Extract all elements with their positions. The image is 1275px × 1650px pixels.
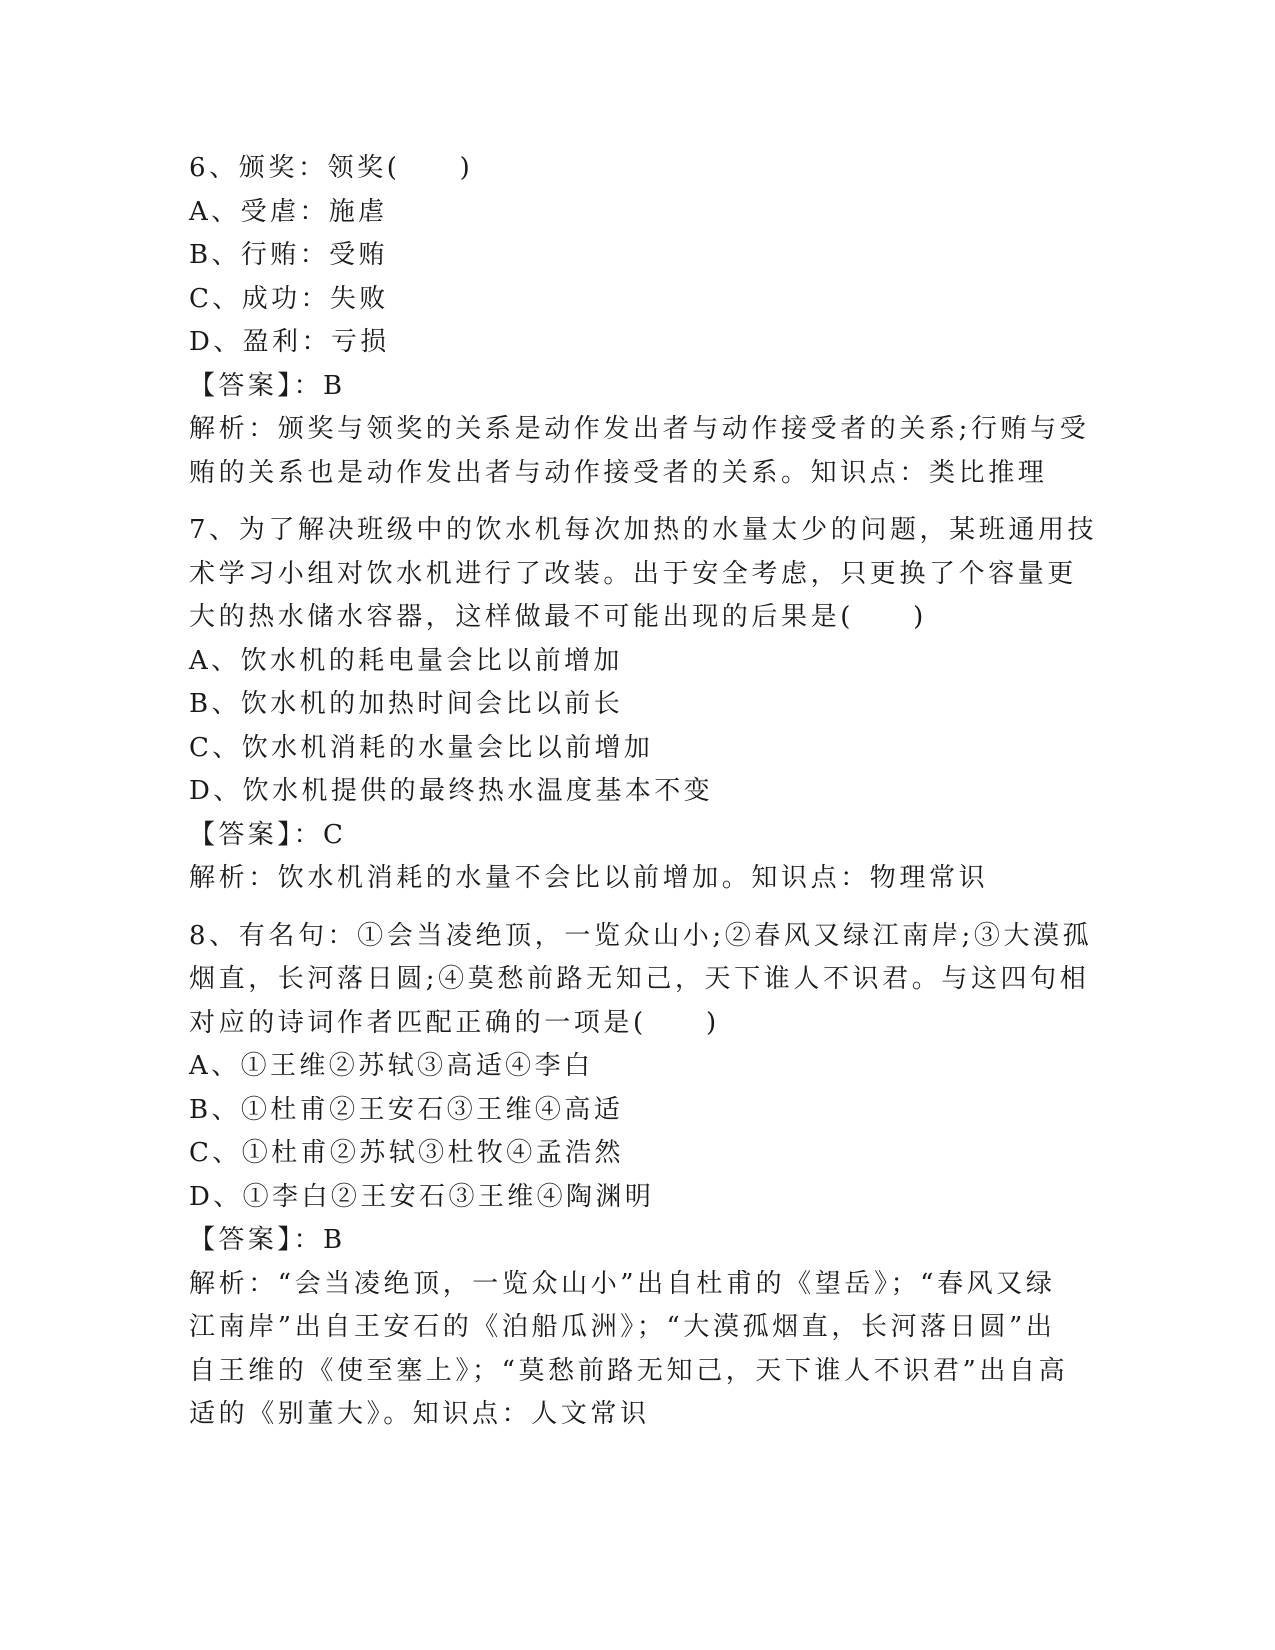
options-list bbox=[189, 191, 1079, 365]
option-d: D、盈利：亏损 bbox=[189, 327, 390, 357]
option-a: A、①王维②苏轼③高适④李白 bbox=[189, 1051, 594, 1081]
question-gap bbox=[189, 901, 1079, 915]
options-list bbox=[189, 640, 1079, 814]
stem-line: 8、有名句：①会当凌绝顶，一览众山小;②春风又绿江南岸;③大漠孤 bbox=[189, 920, 1093, 951]
answer-line: 【答案】：C bbox=[189, 819, 347, 850]
option-b: B、饮水机的加热时间会比以前长 bbox=[189, 689, 624, 719]
analysis-line: 适的《别董大》。知识点：人文常识 bbox=[189, 1399, 650, 1429]
stem-line: 对应的诗词作者匹配正确的一项是( ) bbox=[189, 1007, 720, 1038]
document-page bbox=[189, 147, 1098, 1437]
stem-line: 烟直，长河落日圆;④莫愁前路无知己，天下谁人不识君。与这四句相 bbox=[189, 964, 1090, 994]
analysis bbox=[189, 408, 1090, 495]
question-8 bbox=[189, 915, 1093, 1437]
option-a: A、受虐：施虐 bbox=[189, 196, 388, 227]
option-b: B、①杜甫②王安石③王维④高适 bbox=[189, 1094, 624, 1125]
question-stem bbox=[189, 147, 1079, 191]
analysis bbox=[189, 857, 1079, 901]
option-b: B、行贿：受贿 bbox=[189, 240, 388, 270]
question-gap bbox=[189, 495, 1079, 509]
option-c: C、成功：失败 bbox=[189, 283, 389, 314]
question-7 bbox=[189, 509, 1098, 901]
answer-line: 【答案】：B bbox=[189, 1225, 346, 1255]
option-d: D、①李白②王安石③王维④陶渊明 bbox=[189, 1181, 655, 1212]
analysis-line: 解析：“会当凌绝顶，一览众山小”出自杜甫的《望岳》；“春风又绿 bbox=[189, 1268, 1056, 1299]
option-c: C、①杜甫②苏轼③杜牧④孟浩然 bbox=[189, 1138, 624, 1168]
options-list bbox=[189, 1045, 1079, 1219]
option-d: D、饮水机提供的最终热水温度基本不变 bbox=[189, 776, 714, 806]
analysis-line: 自王维的《使至塞上》；“莫愁前路无知己，天下谁人不识君”出自高 bbox=[189, 1355, 1069, 1386]
stem-line: 6、颁奖：领奖( ) bbox=[189, 153, 474, 183]
analysis-line: 解析：饮水机消耗的水量不会比以前增加。知识点：物理常识 bbox=[189, 863, 989, 893]
analysis-line: 江南岸”出自王安石的《泊船瓜洲》；“大漠孤烟直，长河落日圆”出 bbox=[189, 1312, 1056, 1342]
question-stem bbox=[189, 915, 1093, 1046]
option-a: A、饮水机的耗电量会比以前增加 bbox=[189, 645, 623, 676]
question-6 bbox=[189, 147, 1090, 495]
stem-line: 7、为了解决班级中的饮水机每次加热的水量太少的问题，某班通用技 bbox=[189, 515, 1098, 545]
question-stem bbox=[189, 509, 1098, 640]
analysis-line: 贿的关系也是动作发出者与动作接受者的关系。知识点：类比推理 bbox=[189, 457, 1048, 488]
analysis-line: 解析：颁奖与领奖的关系是动作发出者与动作接受者的关系;行贿与受 bbox=[189, 414, 1090, 444]
option-c: C、饮水机消耗的水量会比以前增加 bbox=[189, 732, 654, 763]
analysis bbox=[189, 1263, 1079, 1437]
answer-line: 【答案】：B bbox=[189, 370, 346, 401]
stem-line: 大的热水储水容器，这样做最不可能出现的后果是( ) bbox=[189, 602, 927, 632]
stem-line: 术学习小组对饮水机进行了改装。出于安全考虑，只更换了个容量更 bbox=[189, 558, 1078, 589]
